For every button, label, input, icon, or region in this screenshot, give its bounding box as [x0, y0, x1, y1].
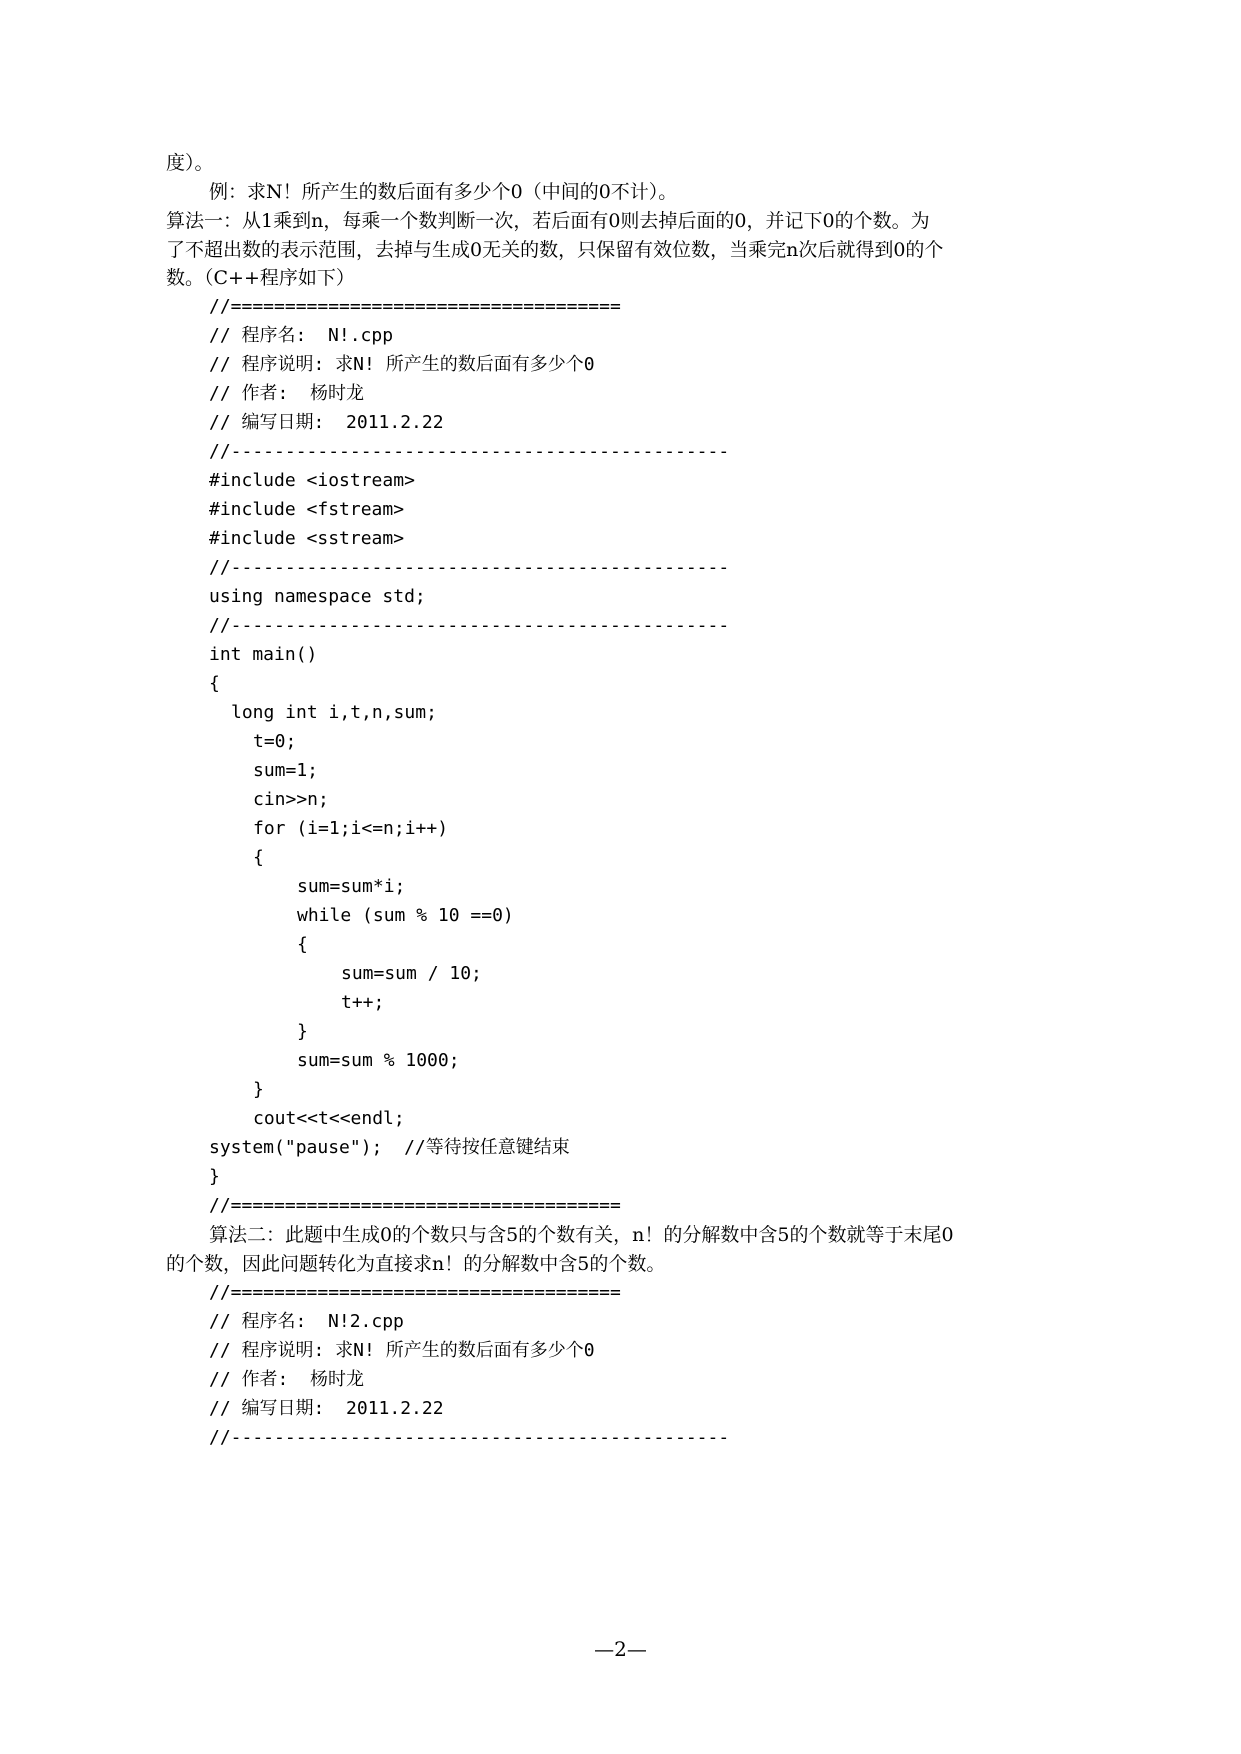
code-line: // 编写日期: 2011.2.22: [209, 1398, 444, 1419]
code-line: sum=1;: [253, 760, 319, 781]
example-statement: 例：求N！所产生的数后面有多少个0（中间的0不计）。: [209, 181, 678, 203]
code-line: }: [209, 1166, 220, 1187]
code-line: // 作者: 杨时龙: [209, 1369, 365, 1390]
code-line: t=0;: [253, 731, 297, 752]
code-line: {: [209, 673, 220, 694]
code-line: // 程序说明: 求N! 所产生的数后面有多少个0: [209, 354, 595, 375]
code-line: sum=sum / 10;: [341, 963, 482, 984]
code-line: //====================================: [209, 296, 621, 317]
code-line: int main(): [209, 644, 318, 665]
code-line: cin>>n;: [253, 789, 329, 810]
code-line: while (sum % 10 ==0): [297, 905, 514, 926]
code-line: sum=sum % 1000;: [297, 1050, 460, 1071]
code-line: }: [297, 1021, 308, 1042]
text-line: 度）。: [166, 152, 214, 174]
code-line: for (i=1;i<=n;i++): [253, 818, 449, 839]
code-line: long int i,t,n,sum;: [231, 702, 437, 723]
code-line: // 编写日期: 2011.2.22: [209, 412, 444, 433]
code-line: }: [253, 1079, 264, 1100]
code-line: system("pause"); //等待按任意键结束: [209, 1137, 570, 1158]
code-line: //====================================: [209, 1282, 621, 1303]
code-line: cout<<t<<endl;: [253, 1108, 405, 1129]
code-line: // 程序名: N!2.cpp: [209, 1311, 404, 1332]
algorithm-1-description: 算法一：从1乘到n，每乘一个数判断一次，若后面有0则去掉后面的0，并记下0的个数。为: [166, 210, 930, 232]
algorithm-1-description: 了不超出数的表示范围，去掉与生成0无关的数，只保留有效位数，当乘完n次后就得到0的个: [166, 239, 944, 261]
code-line: #include <fstream>: [209, 499, 405, 520]
algorithm-1-description: 数。（C++程序如下）: [166, 267, 355, 289]
code-line: t++;: [341, 992, 385, 1013]
code-line: #include <iostream>: [209, 470, 415, 491]
code-line: using namespace std;: [209, 586, 426, 607]
code-line: // 程序说明: 求N! 所产生的数后面有多少个0: [209, 1340, 595, 1361]
code-line: //----------------------------------------------: [209, 557, 730, 578]
code-line: //----------------------------------------------: [209, 1427, 730, 1448]
code-line: // 程序名: N!.cpp: [209, 325, 394, 346]
algorithm-2-description: 的个数，因此问题转化为直接求n！的分解数中含5的个数。: [166, 1253, 666, 1275]
code-line: //====================================: [209, 1195, 621, 1216]
code-line: {: [297, 934, 308, 955]
code-line: {: [253, 847, 264, 868]
code-line: #include <sstream>: [209, 528, 405, 549]
code-line: // 作者: 杨时龙: [209, 383, 365, 404]
algorithm-2-description: 算法二：此题中生成0的个数只与含5的个数有关，n！的分解数中含5的个数就等于末尾0: [209, 1224, 954, 1246]
code-line: sum=sum*i;: [297, 876, 406, 897]
code-line: //----------------------------------------------: [209, 615, 730, 636]
code-line: //----------------------------------------------: [209, 441, 730, 462]
page-number: —2—: [594, 1637, 647, 1661]
